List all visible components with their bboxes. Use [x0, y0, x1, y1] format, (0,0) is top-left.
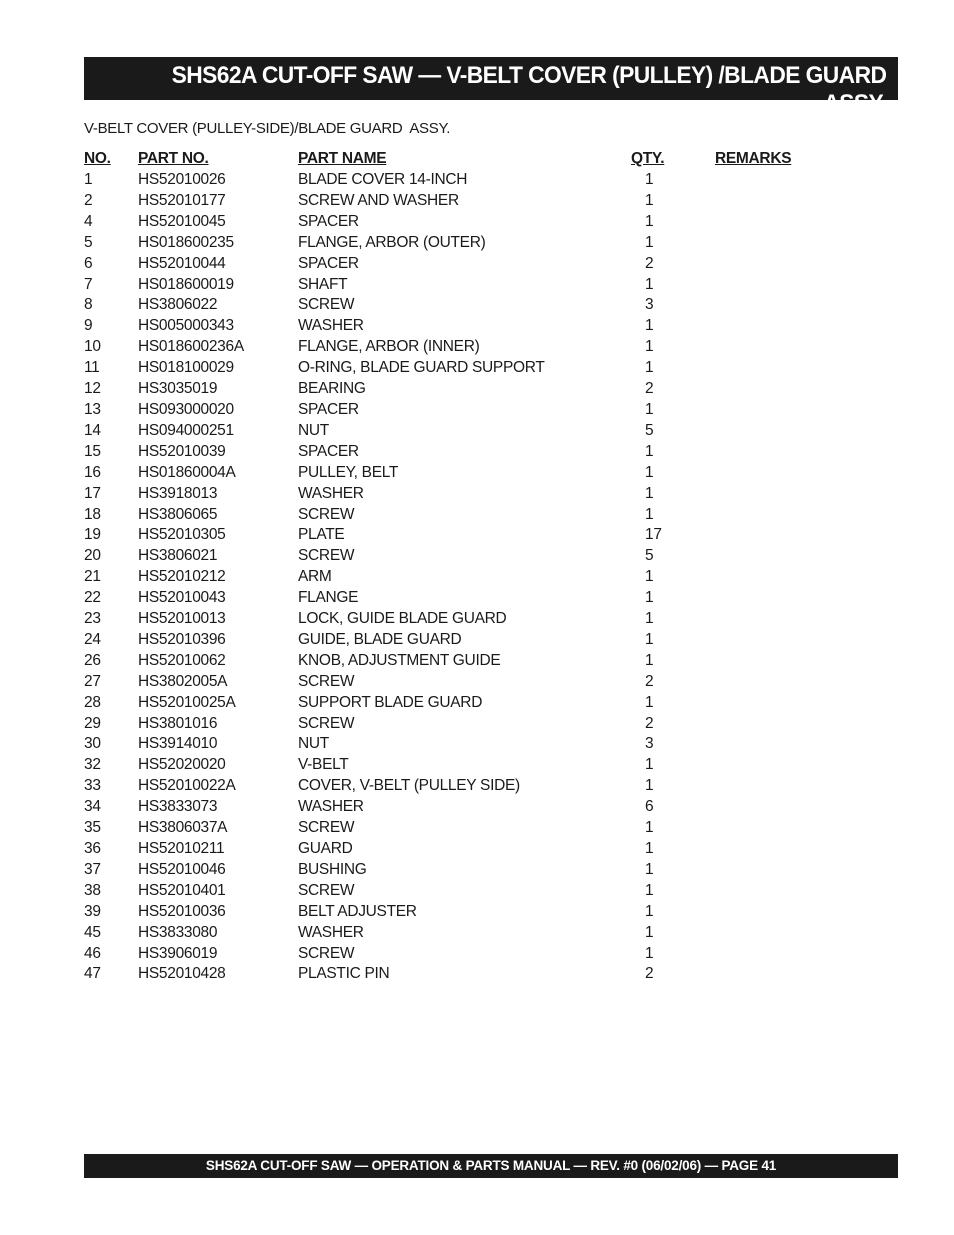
- part-name-cell: SPACER: [298, 254, 359, 272]
- table-row: [84, 442, 835, 463]
- part-name-cell: O-RING, BLADE GUARD SUPPORT: [298, 359, 545, 377]
- quantity-cell: 1: [645, 484, 654, 502]
- part-name-cell: SCREW: [298, 672, 355, 690]
- quantity-cell: 1: [645, 568, 654, 586]
- part-name-cell: SCREW: [298, 505, 355, 523]
- part-name-cell: WASHER: [298, 798, 364, 816]
- part-name-cell: SPACER: [298, 400, 359, 418]
- part-number-index-cell: 27: [84, 672, 101, 690]
- table-row: [84, 630, 835, 651]
- quantity-cell: 2: [645, 380, 654, 398]
- quantity-cell: 2: [645, 965, 654, 983]
- table-row: [84, 212, 835, 233]
- part-number-cell: HS52010022A: [138, 777, 236, 795]
- remarks-cell: [715, 358, 835, 379]
- table-row: [84, 358, 835, 379]
- table-row: [84, 170, 835, 191]
- part-number-index-cell: 36: [84, 840, 101, 857]
- part-number-index-cell: 23: [84, 610, 101, 628]
- remarks-cell: [715, 212, 835, 233]
- part-number-index-cell: 9: [84, 317, 93, 335]
- part-number-cell: HS018600019: [138, 275, 234, 293]
- part-number-cell: HS52010045: [138, 212, 226, 230]
- part-number-index-cell: 1: [84, 171, 93, 188]
- quantity-cell: 1: [645, 359, 654, 377]
- part-number-index-cell: 8: [84, 296, 93, 314]
- part-number-cell: HS3918013: [138, 484, 218, 502]
- remarks-cell: [715, 275, 835, 296]
- part-number-cell: HS52010177: [138, 191, 226, 209]
- page-title-line-2: ASSY.: [822, 90, 886, 117]
- table-row: [84, 860, 835, 881]
- part-number-index-cell: 16: [84, 463, 101, 481]
- part-number-index-cell: 17: [84, 484, 101, 502]
- part-number-cell: HS005000343: [138, 317, 234, 335]
- quantity-cell: 17: [645, 526, 662, 544]
- table-row: [84, 714, 835, 735]
- part-number-cell: HS094000251: [138, 421, 234, 439]
- part-name-cell: SHAFT: [298, 275, 348, 293]
- part-name-cell: SPACER: [298, 442, 359, 460]
- part-number-index-cell: 26: [84, 651, 101, 669]
- part-number-cell: HS52010026: [138, 171, 226, 188]
- part-number-cell: HS01860004A: [138, 463, 236, 481]
- remarks-cell: [715, 484, 835, 505]
- remarks-cell: [715, 191, 835, 212]
- remarks-cell: [715, 316, 835, 337]
- part-number-index-cell: 20: [84, 547, 101, 565]
- column-header-part-no: PART NO.: [138, 150, 209, 167]
- quantity-cell: 1: [645, 840, 654, 857]
- quantity-cell: 1: [645, 630, 654, 648]
- remarks-cell: [715, 400, 835, 421]
- quantity-cell: 5: [645, 421, 654, 439]
- part-number-cell: HS3914010: [138, 735, 218, 753]
- quantity-cell: 1: [645, 819, 654, 837]
- remarks-cell: [715, 421, 835, 442]
- remarks-cell: [715, 505, 835, 526]
- quantity-cell: 1: [645, 463, 654, 481]
- part-number-cell: HS52010428: [138, 965, 226, 983]
- remarks-cell: [715, 797, 835, 818]
- quantity-cell: 1: [645, 233, 654, 251]
- quantity-cell: 1: [645, 777, 654, 795]
- quantity-cell: 1: [645, 610, 654, 628]
- part-number-cell: HS3906019: [138, 944, 218, 962]
- remarks-cell: [715, 818, 835, 839]
- table-row: [84, 463, 835, 484]
- part-number-cell: HS52010043: [138, 589, 226, 607]
- table-row: [84, 295, 835, 316]
- table-row: [84, 693, 835, 714]
- part-number-index-cell: 47: [84, 965, 101, 983]
- part-name-cell: LOCK, GUIDE BLADE GUARD: [298, 610, 507, 628]
- remarks-cell: [715, 463, 835, 484]
- table-row: [84, 881, 835, 902]
- part-name-cell: SCREW: [298, 714, 355, 732]
- page-title-line-1: SHS62A CUT-OFF SAW — V-BELT COVER (PULLEY) /BLADE GUARD: [171, 62, 886, 89]
- part-name-cell: FLANGE, ARBOR (INNER): [298, 338, 480, 356]
- part-number-index-cell: 5: [84, 233, 93, 251]
- part-number-cell: HS3035019: [138, 380, 218, 398]
- quantity-cell: 1: [645, 860, 654, 878]
- remarks-cell: [715, 734, 835, 755]
- quantity-cell: 1: [645, 505, 654, 523]
- remarks-cell: [715, 170, 835, 191]
- quantity-cell: 1: [645, 589, 654, 607]
- parts-table: [84, 148, 835, 985]
- part-number-cell: HS52010046: [138, 860, 226, 878]
- remarks-cell: [715, 295, 835, 316]
- part-number-cell: HS3833073: [138, 798, 218, 816]
- part-name-cell: ARM: [298, 568, 332, 586]
- part-name-cell: V-BELT: [298, 756, 349, 774]
- part-number-index-cell: 24: [84, 630, 101, 648]
- table-row: [84, 672, 835, 693]
- parts-table-body: [84, 170, 835, 985]
- part-number-index-cell: 21: [84, 568, 101, 586]
- table-row: [84, 191, 835, 212]
- part-number-cell: HS093000020: [138, 400, 234, 418]
- quantity-cell: 3: [645, 735, 654, 753]
- table-row: [84, 839, 835, 860]
- part-number-index-cell: 37: [84, 860, 101, 878]
- page-title: [171, 62, 886, 118]
- part-name-cell: FLANGE: [298, 589, 359, 607]
- part-name-cell: PLASTIC PIN: [298, 965, 390, 983]
- table-row: [84, 525, 835, 546]
- remarks-cell: [715, 609, 835, 630]
- remarks-cell: [715, 254, 835, 275]
- quantity-cell: 5: [645, 547, 654, 565]
- part-name-cell: SCREW: [298, 944, 355, 962]
- remarks-cell: [715, 672, 835, 693]
- part-number-cell: HS3801016: [138, 714, 218, 732]
- part-number-index-cell: 46: [84, 944, 101, 962]
- quantity-cell: 2: [645, 672, 654, 690]
- part-number-cell: HS52010401: [138, 881, 226, 899]
- quantity-cell: 3: [645, 296, 654, 314]
- part-number-index-cell: 13: [84, 400, 101, 418]
- part-number-cell: HS52010013: [138, 610, 226, 628]
- remarks-cell: [715, 923, 835, 944]
- part-number-cell: HS52010044: [138, 254, 226, 272]
- table-row: [84, 400, 835, 421]
- table-row: [84, 588, 835, 609]
- footer-text: SHS62A CUT-OFF SAW — OPERATION & PARTS MANUAL — REV. #0 (06/02/06) — PAGE 41: [205, 1158, 777, 1173]
- remarks-cell: [715, 442, 835, 463]
- table-row: [84, 651, 835, 672]
- part-name-cell: GUIDE, BLADE GUARD: [298, 630, 462, 648]
- part-number-cell: HS3806021: [138, 547, 218, 565]
- quantity-cell: 1: [645, 275, 654, 293]
- part-number-index-cell: 14: [84, 421, 101, 439]
- parts-table-header-row: [84, 148, 835, 170]
- quantity-cell: 1: [645, 171, 654, 188]
- quantity-cell: 1: [645, 400, 654, 418]
- remarks-cell: [715, 860, 835, 881]
- part-number-cell: HS52010211: [138, 840, 225, 857]
- quantity-cell: 1: [645, 881, 654, 899]
- part-number-cell: HS52010025A: [138, 693, 236, 711]
- table-row: [84, 316, 835, 337]
- remarks-cell: [715, 839, 835, 860]
- remarks-cell: [715, 379, 835, 400]
- quantity-cell: 1: [645, 212, 654, 230]
- quantity-cell: 1: [645, 944, 654, 962]
- part-number-index-cell: 2: [84, 191, 93, 209]
- part-number-cell: HS3802005A: [138, 672, 228, 690]
- part-name-cell: FLANGE, ARBOR (OUTER): [298, 233, 486, 251]
- part-name-cell: SCREW: [298, 547, 355, 565]
- part-name-cell: SCREW: [298, 819, 355, 837]
- table-row: [84, 546, 835, 567]
- remarks-cell: [715, 776, 835, 797]
- quantity-cell: 1: [645, 923, 654, 941]
- remarks-cell: [715, 567, 835, 588]
- part-name-cell: KNOB, ADJUSTMENT GUIDE: [298, 651, 501, 669]
- table-row: [84, 233, 835, 254]
- quantity-cell: 1: [645, 693, 654, 711]
- remarks-cell: [715, 651, 835, 672]
- part-name-cell: WASHER: [298, 317, 364, 335]
- remarks-cell: [715, 693, 835, 714]
- part-number-index-cell: 7: [84, 275, 93, 293]
- part-name-cell: BLADE COVER 14-INCH: [298, 171, 468, 188]
- table-row: [84, 797, 835, 818]
- quantity-cell: 1: [645, 902, 654, 920]
- part-number-cell: HS52010039: [138, 442, 226, 460]
- table-row: [84, 776, 835, 797]
- remarks-cell: [715, 588, 835, 609]
- footer-bar: [84, 1154, 898, 1178]
- part-number-cell: HS52010062: [138, 651, 226, 669]
- part-number-cell: HS018100029: [138, 359, 234, 377]
- part-number-cell: HS52010305: [138, 526, 226, 544]
- part-number-cell: HS3806065: [138, 505, 218, 523]
- part-name-cell: WASHER: [298, 923, 364, 941]
- quantity-cell: 1: [645, 338, 654, 356]
- part-number-index-cell: 39: [84, 902, 101, 920]
- table-row: [84, 923, 835, 944]
- remarks-cell: [715, 755, 835, 776]
- part-number-cell: HS018600235: [138, 233, 234, 251]
- part-number-index-cell: 18: [84, 505, 101, 523]
- part-name-cell: NUT: [298, 421, 329, 439]
- quantity-cell: 2: [645, 714, 654, 732]
- table-row: [84, 484, 835, 505]
- column-header-remarks: REMARKS: [715, 150, 792, 167]
- table-row: [84, 818, 835, 839]
- part-name-cell: PULLEY, BELT: [298, 463, 399, 481]
- part-name-cell: SPACER: [298, 212, 359, 230]
- column-header-no: NO.: [84, 150, 111, 167]
- column-header-part-name: PART NAME: [298, 150, 387, 167]
- remarks-cell: [715, 630, 835, 651]
- part-number-index-cell: 11: [84, 359, 100, 377]
- remarks-cell: [715, 525, 835, 546]
- part-name-cell: COVER, V-BELT (PULLEY SIDE): [298, 777, 520, 795]
- column-header-qty: QTY.: [631, 150, 665, 167]
- remarks-cell: [715, 337, 835, 358]
- part-number-cell: HS52020020: [138, 756, 226, 774]
- part-number-index-cell: 32: [84, 756, 101, 774]
- part-number-cell: HS3806022: [138, 296, 218, 314]
- part-name-cell: SUPPORT BLADE GUARD: [298, 693, 483, 711]
- quantity-cell: 1: [645, 317, 654, 335]
- table-row: [84, 567, 835, 588]
- part-name-cell: NUT: [298, 735, 329, 753]
- part-number-index-cell: 22: [84, 589, 101, 607]
- table-row: [84, 337, 835, 358]
- quantity-cell: 1: [645, 191, 654, 209]
- part-number-index-cell: 45: [84, 923, 101, 941]
- part-number-index-cell: 12: [84, 380, 101, 398]
- remarks-cell: [715, 964, 835, 985]
- quantity-cell: 1: [645, 442, 654, 460]
- part-number-index-cell: 34: [84, 798, 101, 816]
- part-number-index-cell: 4: [84, 212, 93, 230]
- table-row: [84, 505, 835, 526]
- part-number-index-cell: 30: [84, 735, 101, 753]
- title-bar: [84, 57, 898, 117]
- part-number-cell: HS3833080: [138, 923, 218, 941]
- part-name-cell: BUSHING: [298, 860, 367, 878]
- remarks-cell: [715, 944, 835, 965]
- remarks-cell: [715, 233, 835, 254]
- quantity-cell: 6: [645, 798, 654, 816]
- part-number-index-cell: 38: [84, 881, 101, 899]
- table-row: [84, 755, 835, 776]
- part-name-cell: SCREW AND WASHER: [298, 191, 459, 209]
- part-number-index-cell: 15: [84, 442, 101, 460]
- part-number-cell: HS52010212: [138, 568, 226, 586]
- table-row: [84, 421, 835, 442]
- table-row: [84, 379, 835, 400]
- table-row: [84, 275, 835, 296]
- part-number-index-cell: 28: [84, 693, 101, 711]
- quantity-cell: 1: [645, 651, 654, 669]
- table-row: [84, 734, 835, 755]
- part-name-cell: WASHER: [298, 484, 364, 502]
- table-row: [84, 254, 835, 275]
- table-row: [84, 964, 835, 985]
- part-name-cell: BELT ADJUSTER: [298, 902, 417, 920]
- part-name-cell: BEARING: [298, 380, 366, 398]
- part-number-index-cell: 19: [84, 526, 101, 544]
- part-name-cell: GUARD: [298, 840, 353, 857]
- quantity-cell: 1: [645, 756, 654, 774]
- part-name-cell: SCREW: [298, 296, 355, 314]
- part-number-index-cell: 33: [84, 777, 101, 795]
- part-number-cell: HS52010396: [138, 630, 226, 648]
- remarks-cell: [715, 902, 835, 923]
- table-row: [84, 902, 835, 923]
- part-name-cell: SCREW: [298, 881, 355, 899]
- table-row: [84, 944, 835, 965]
- part-number-index-cell: 29: [84, 714, 101, 732]
- part-number-index-cell: 10: [84, 338, 101, 356]
- remarks-cell: [715, 546, 835, 567]
- part-number-cell: HS3806037A: [138, 819, 228, 837]
- table-row: [84, 609, 835, 630]
- assembly-subtitle: V-BELT COVER (PULLEY-SIDE)/BLADE GUARD ASSY.: [84, 120, 451, 137]
- part-name-cell: PLATE: [298, 526, 345, 544]
- part-number-index-cell: 6: [84, 254, 93, 272]
- part-number-cell: HS52010036: [138, 902, 226, 920]
- remarks-cell: [715, 714, 835, 735]
- remarks-cell: [715, 881, 835, 902]
- part-number-index-cell: 35: [84, 819, 101, 837]
- quantity-cell: 2: [645, 254, 654, 272]
- part-number-cell: HS018600236A: [138, 338, 244, 356]
